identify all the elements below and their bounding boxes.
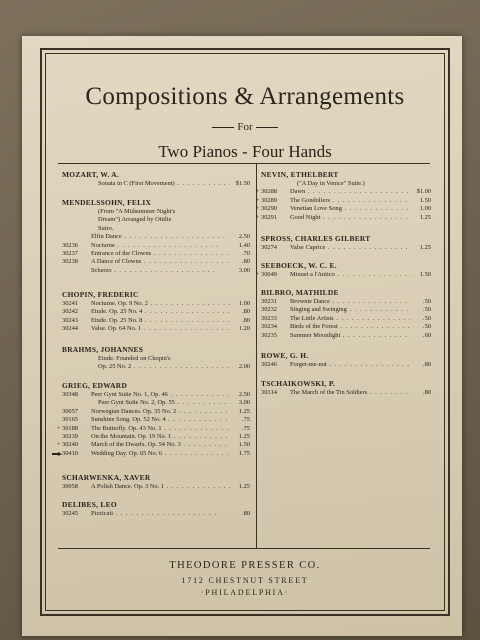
composer-section (57, 381, 250, 458)
catalog-item (62, 317, 250, 325)
composer-note: ("A Day in Venice" Suite.) (297, 180, 365, 187)
piece-title: Sonata in C (First Movement) . . . (98, 180, 230, 188)
catalog-number: 30234 (261, 323, 277, 331)
catalog-number: 30246 (261, 361, 277, 368)
piece-price: .50 (423, 306, 431, 314)
catalog-number: 30233 (261, 314, 277, 322)
piece-price: .70 (242, 250, 250, 258)
piece-price: 1.00 (419, 205, 431, 213)
piece-price: 1.00 (238, 300, 250, 307)
catalog-number: 30289 (261, 196, 277, 204)
catalog-item (256, 196, 431, 205)
composer-section (261, 234, 431, 252)
catalog-number: 30348 (62, 391, 78, 398)
page-title: Compositions & Arrangements (85, 83, 405, 110)
composer-section (62, 198, 250, 275)
piece-title: Norwegian Dances. Op. 35 No. 2 . . . (91, 408, 230, 416)
catalog-item (62, 450, 250, 458)
catalog-number: 30288 (261, 188, 277, 196)
catalog-item (62, 408, 250, 416)
piece-price: 3.00 (238, 266, 250, 274)
piece-price: 3.00 (238, 399, 250, 407)
composer-section (62, 170, 250, 188)
piece-title: Birds of the Forest . . . (290, 323, 411, 331)
divider-bottom (58, 548, 430, 549)
composer-name: SCHARWENKA, XAVER (62, 473, 151, 482)
piece-price: .60 (423, 331, 431, 339)
piece-title: Scherzo . . . (91, 267, 230, 275)
catalog-item (62, 242, 250, 250)
catalog-item (256, 188, 431, 196)
catalog-item (261, 323, 431, 331)
catalog-item (62, 391, 250, 399)
piece-price: 1.40 (238, 241, 250, 249)
piece-title: Peer Gynt Suite No. 1, Op. 46 . . . (91, 391, 230, 399)
plus-mark-icon: + (57, 442, 61, 449)
piece-title: Singing and Swinging . . . (290, 306, 411, 314)
composer-section (261, 351, 431, 369)
piece-title: Op. 25 No. 2 . . . (98, 363, 230, 371)
catalog-item (62, 416, 250, 424)
piece-title: Sunshine Song. Op. 52 No. 4 . . . (91, 416, 230, 424)
catalog-number: 30242 (62, 308, 78, 316)
piece-price: 2.50 (238, 391, 250, 398)
composer-note: (From "A Midsummer Night's (98, 208, 176, 215)
piece-title: A Dance of Clowns . . . (91, 258, 230, 266)
piece-title: Elfin Dance . . . (91, 233, 230, 241)
piece-price: .75 (242, 424, 250, 432)
catalog-number: 30243 (62, 316, 78, 324)
piece-title: Entrance of the Clowns . . . (91, 250, 230, 258)
catalog-item (62, 267, 250, 275)
composer-note: Etude. Founded on Chopin's (98, 355, 171, 362)
catalog-item (256, 205, 431, 213)
piece-title: Wedding Day. Op. 65 No. 6 . . . (91, 450, 230, 458)
composer-note: Dream") Arranged by Ottilie (98, 216, 172, 224)
piece-title: Nocturne. Op. 9 No. 2 . . . (91, 300, 230, 308)
piece-price: .50 (423, 323, 431, 331)
piece-price: 1.25 (238, 483, 250, 490)
catalog-item (261, 244, 431, 252)
composer-section (261, 379, 431, 397)
catalog-number: 30241 (62, 300, 78, 307)
composer-note: Sutro. (98, 224, 114, 232)
catalog-item (261, 298, 431, 306)
piece-title: Etude. Op. 25 No. 4 . . . (91, 308, 230, 316)
publisher-address: 1712 CHESTNUT STREET (181, 576, 309, 585)
catalog-number (62, 363, 98, 371)
catalog-number: 30290 (261, 205, 277, 213)
piece-price: .80 (242, 510, 250, 517)
page-subtitle: Two Pianos - Four Hands (158, 142, 332, 161)
composer-name: GRIEG, EDWARD (62, 381, 128, 390)
catalog-item (62, 308, 250, 316)
plus-mark-icon: + (256, 197, 260, 204)
piece-price: .80 (423, 389, 431, 396)
catalog-item (57, 424, 250, 433)
catalog-number (62, 180, 98, 188)
piece-title: Etude. Op. 25 No. 8 . . . (91, 317, 230, 325)
catalog-item (261, 332, 431, 340)
piece-title: Summer Moonlight . . . (290, 332, 411, 340)
piece-title: Venetian Love Song . . . (290, 205, 411, 213)
catalog-item (256, 271, 431, 279)
piece-price: .50 (423, 298, 431, 305)
piece-price: 1.50 (419, 196, 431, 204)
plus-mark-icon: + (256, 189, 260, 196)
piece-title: Valse. Op. 64 No. 1 . . . (91, 325, 230, 333)
piece-title: Pizzicati . . . (91, 510, 230, 518)
catalog-item (62, 363, 250, 371)
catalog-number: 30238 (62, 258, 78, 266)
catalog-item (62, 300, 250, 308)
piece-title: The Little Artists . . . (290, 315, 411, 323)
composer-name: ROWE, G. H. (261, 351, 309, 360)
catalog-number: 30231 (261, 298, 277, 305)
piece-title: Forget-me-not . . . (290, 361, 411, 369)
piece-price: 1.25 (419, 244, 431, 251)
rule-left (212, 127, 234, 128)
piece-title: Nocturne . . . (91, 242, 230, 250)
catalog-item (62, 325, 250, 333)
piece-title: The Gondoliers . . . (290, 197, 411, 205)
composer-section (62, 473, 250, 491)
catalog-number (62, 267, 91, 275)
composer-name: DELIBES, LEO (62, 500, 117, 509)
catalog-number: 30244 (62, 325, 78, 333)
catalog-number: 30410 (62, 449, 78, 457)
catalog-number: 30058 (62, 483, 78, 490)
catalog-item (256, 213, 431, 222)
composer-name: CHOPIN, FREDERIC (62, 290, 139, 299)
plus-mark-icon: + (256, 272, 260, 278)
composer-section (261, 288, 431, 340)
catalog-item (261, 315, 431, 323)
piece-title: Good Night . . . (290, 214, 411, 222)
piece-price: 1.25 (238, 407, 250, 415)
catalog-item (261, 389, 431, 397)
catalog-number: 30314 (261, 389, 277, 396)
piece-price: .50 (423, 314, 431, 322)
piece-price: .80 (242, 308, 250, 316)
composer-name: SPROSS, CHARLES GILBERT (261, 234, 371, 243)
composer-section (256, 170, 431, 222)
catalog-item (62, 433, 250, 441)
catalog-number (62, 399, 98, 407)
catalog-item (62, 233, 250, 241)
rule-right (256, 127, 278, 128)
catalog-number: 30237 (62, 250, 78, 258)
piece-title: Peer Gynt Suite No. 2, Op. 55 . . . (98, 399, 230, 407)
piece-title: Valse Caprice . . . (290, 244, 411, 252)
piece-title: On the Mountain. Op. 19 No. 1 . . . (91, 433, 230, 441)
catalog-number: 30239 (62, 433, 78, 441)
catalog-number: 30240 (62, 441, 78, 449)
piece-price: 1.75 (238, 449, 250, 457)
composer-name: BRAHMS, JOHANNES (62, 345, 144, 354)
piece-price: 1.25 (238, 433, 250, 441)
catalog-number: 30236 (62, 241, 78, 249)
piece-price: .80 (423, 361, 431, 368)
pointing-hand-icon (52, 451, 62, 457)
composer-name: MENDELSSOHN, FELIX (62, 198, 152, 207)
piece-title: Minuet a l'Antico . . . (290, 271, 411, 279)
catalog-number: 30245 (62, 510, 78, 517)
piece-price: 1.25 (419, 213, 431, 221)
piece-price: .75 (242, 416, 250, 424)
publisher-city: ·PHILADELPHIA· (200, 588, 290, 597)
catalog-item (62, 250, 250, 258)
composer-section (256, 261, 431, 279)
piece-price: $1.00 (416, 188, 431, 196)
catalog-number: 30235 (261, 331, 277, 339)
piece-title: Brownie Dance . . . (290, 298, 411, 306)
composer-name: MOZART, W. A. (62, 170, 120, 179)
publisher-name: THEODORE PRESSER CO. (169, 560, 321, 571)
for-label: For (237, 121, 253, 133)
composer-section (62, 345, 250, 372)
catalog-number: 30057 (62, 407, 78, 415)
for-line (45, 121, 445, 133)
piece-title: The Butterfly. Op. 43 No. 1 . . . (91, 425, 230, 433)
piece-price: 1.20 (238, 325, 250, 333)
catalog-number (62, 233, 91, 241)
catalog-number: 30274 (261, 244, 277, 251)
catalog-number: 30188 (62, 424, 78, 432)
piece-title: A Polish Dance. Op. 3 No. 1 . . . (91, 483, 230, 491)
catalog-item (261, 306, 431, 314)
composer-section (62, 500, 250, 518)
catalog-item (261, 361, 431, 369)
composer-name: BILBRO, MATHILDE (261, 288, 339, 297)
composer-name: TSCHAIKOWSKI, P. (261, 379, 336, 388)
piece-price: 1.50 (419, 271, 431, 278)
piece-price: 2.50 (238, 233, 250, 241)
catalog-item (57, 441, 250, 449)
divider-top (58, 163, 430, 164)
composer-section (62, 290, 250, 334)
catalog-item (62, 483, 250, 491)
catalog-number: 30049 (261, 271, 277, 278)
piece-title: Dawn . . . (290, 188, 411, 196)
plus-mark-icon: + (256, 214, 260, 221)
piece-title: March of the Dwarfs. Op. 54 No. 3 . . . (91, 441, 230, 449)
composer-name: NEVIN, ETHELBERT (261, 170, 339, 179)
catalog-item (62, 399, 250, 407)
plus-mark-icon: + (57, 425, 61, 432)
catalog-item (62, 510, 250, 518)
piece-price: 2.00 (238, 363, 250, 371)
catalog-number: 30165 (62, 416, 78, 424)
catalog-item (62, 258, 250, 266)
piece-price: 1.50 (238, 441, 250, 449)
catalog-number: 30232 (261, 306, 277, 314)
plus-mark-icon: + (256, 206, 260, 213)
piece-price: .80 (242, 258, 250, 266)
composer-name: SEEBOECK, W. C. E. (261, 261, 337, 270)
piece-price: $1.50 (235, 180, 250, 187)
piece-price: .80 (242, 316, 250, 324)
catalog-number: 30291 (261, 213, 277, 221)
catalog-item (62, 180, 250, 188)
piece-title: The March of the Tin Soldiers . . . (290, 389, 411, 397)
